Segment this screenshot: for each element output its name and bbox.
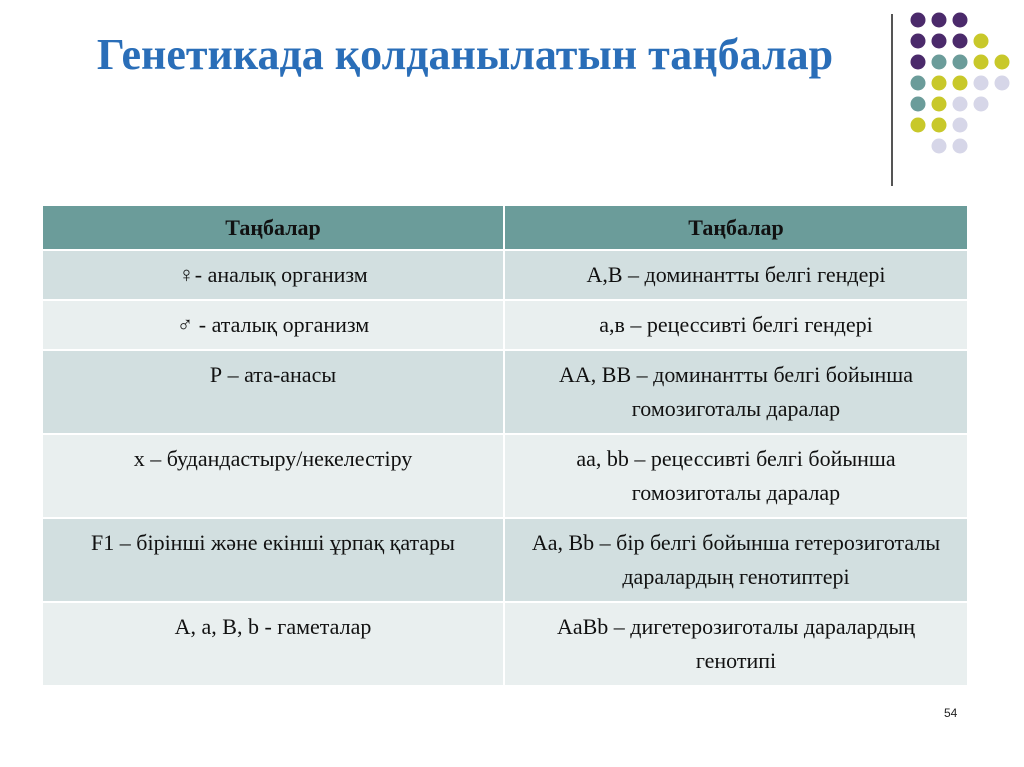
table-row xyxy=(42,434,968,518)
table-header-row xyxy=(42,205,968,250)
table-cell: F1 – бірінші және екінші ұрпақ қатары xyxy=(42,518,504,602)
decorative-dot xyxy=(911,118,926,133)
table-cell: ♂ - аталық организм xyxy=(42,300,504,350)
decorative-dot xyxy=(953,76,968,91)
decorative-dot xyxy=(911,97,926,112)
table-row xyxy=(42,518,968,602)
decorative-dot xyxy=(932,55,947,70)
table-cell: A,B – доминантты белгі гендері xyxy=(504,250,968,300)
decorative-dot xyxy=(953,118,968,133)
table-cell: Р – ата-анасы xyxy=(42,350,504,434)
decorative-dot xyxy=(953,13,968,28)
table-cell: Aa, Bb – бір белгі бойынша гетерозиготалы даралардың генотиптері xyxy=(504,518,968,602)
decorative-dot xyxy=(932,139,947,154)
decorative-dot xyxy=(995,76,1010,91)
table-row xyxy=(42,350,968,434)
slide-title: Генетикада қолданылатын таңбалар xyxy=(96,30,834,79)
decorative-dot xyxy=(911,76,926,91)
page-number: 54 xyxy=(944,706,958,720)
table-cell: ♀- аналық организм xyxy=(42,250,504,300)
decorative-dot xyxy=(932,34,947,49)
decorative-dot xyxy=(932,118,947,133)
decorative-dot xyxy=(974,55,989,70)
decorative-dot xyxy=(953,34,968,49)
table-cell: a,в – рецессивті белгі гендері xyxy=(504,300,968,350)
decorative-dot xyxy=(974,34,989,49)
decorative-dot xyxy=(911,13,926,28)
table-cell: aa, bb – рецессивті белгі бойынша гомозиготалы даралар xyxy=(504,434,968,518)
decorative-dot xyxy=(911,34,926,49)
table-cell: AaBb – дигетерозиготалы даралардың генотипі xyxy=(504,602,968,686)
decorative-dot xyxy=(995,55,1010,70)
symbols-table xyxy=(41,204,969,687)
header-cell: Таңбалар xyxy=(42,205,504,250)
table-cell: АА, ВВ – доминантты белгі бойынша гомозиготалы даралар xyxy=(504,350,968,434)
decorative-dot xyxy=(932,97,947,112)
table-row xyxy=(42,250,968,300)
decorative-dot-grid xyxy=(0,0,1024,200)
table-cell: х – будандастыру/некелестіру xyxy=(42,434,504,518)
decorative-dot xyxy=(911,55,926,70)
decorative-dot xyxy=(974,97,989,112)
table-cell: A, a, B, b - гаметалар xyxy=(42,602,504,686)
decorative-dot xyxy=(953,97,968,112)
decorative-dot xyxy=(953,55,968,70)
header-cell: Таңбалар xyxy=(504,205,968,250)
table-row xyxy=(42,300,968,350)
decorative-dot xyxy=(932,76,947,91)
decorative-dot xyxy=(974,76,989,91)
table-row xyxy=(42,602,968,686)
decorative-dot xyxy=(932,13,947,28)
decorative-dot xyxy=(953,139,968,154)
